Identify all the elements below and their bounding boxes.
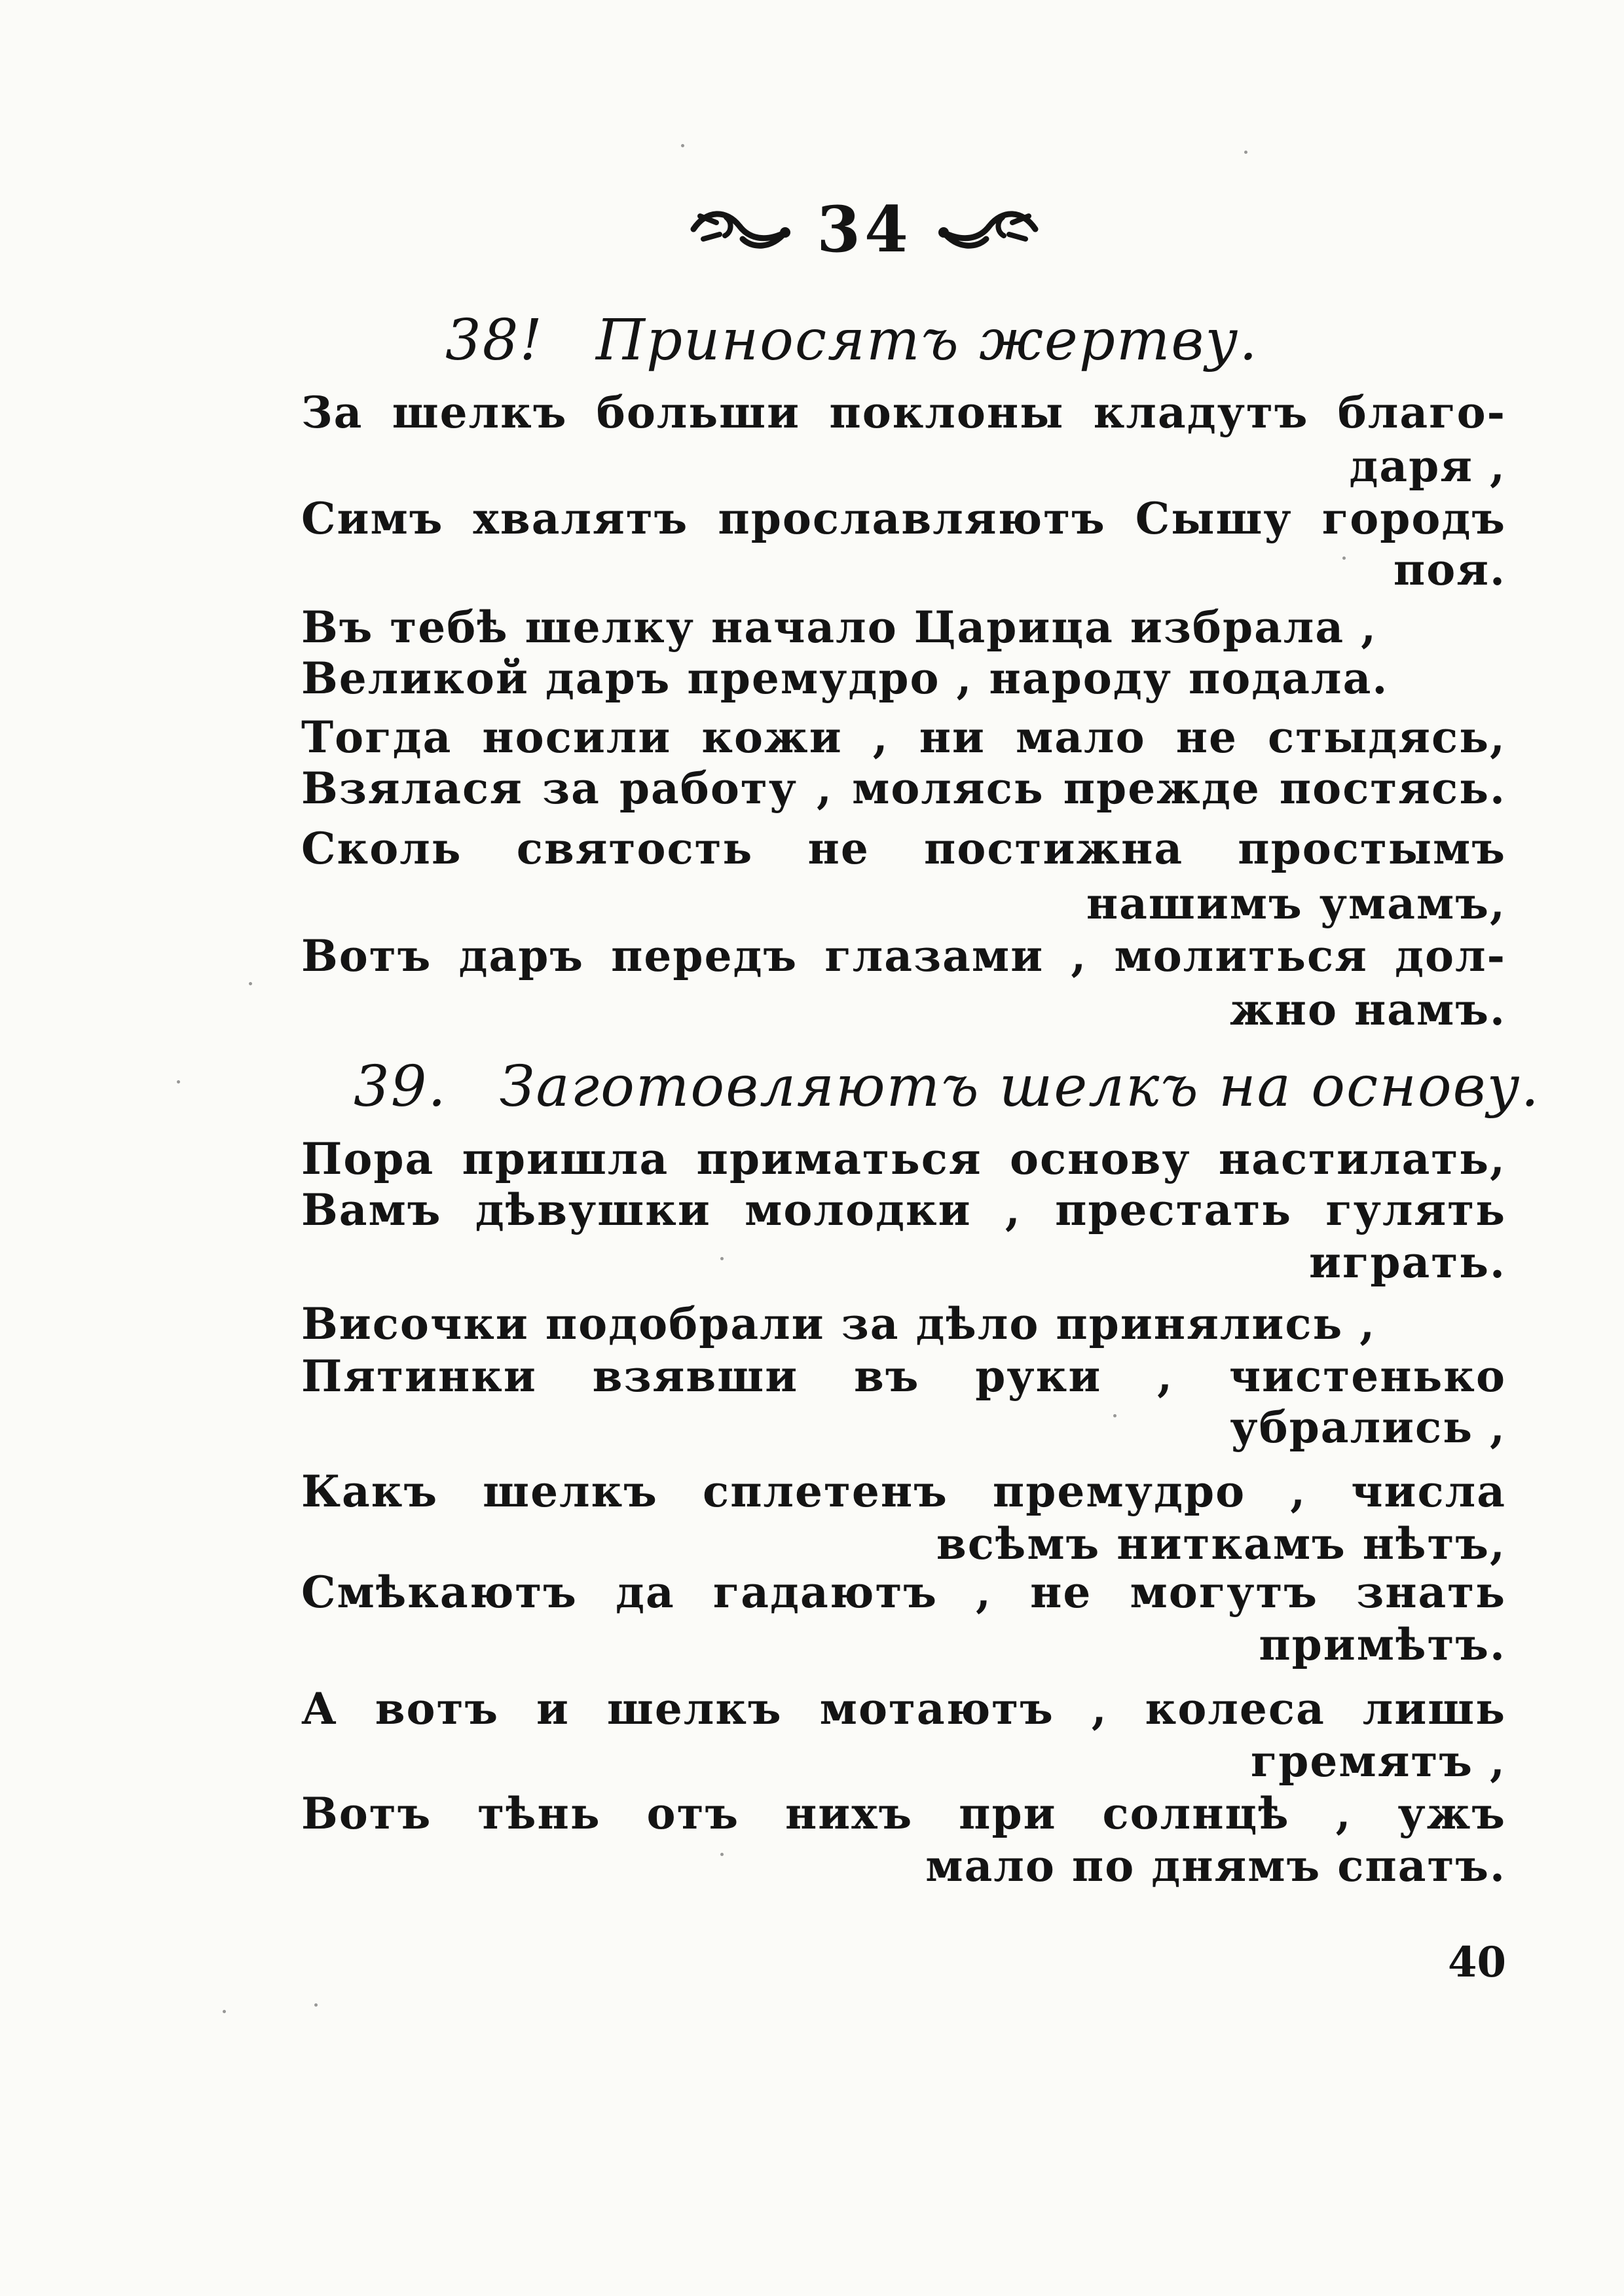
section-number: 39. <box>354 1054 447 1120</box>
paper-speck <box>223 2010 226 2013</box>
page-header <box>668 177 1061 282</box>
catchword: 40 <box>1447 1938 1506 1987</box>
verse-line: А вотъ и шелкъ мотаютъ , колеса лишь <box>301 1683 1506 1734</box>
paper-speck <box>177 1080 180 1084</box>
verse-line: Сколь святость не постижна простымъ <box>301 823 1506 874</box>
paper-speck <box>681 144 684 147</box>
verse-line: Вамъ дѣвушки молодки , престать гулять <box>301 1184 1506 1235</box>
paper-speck <box>249 982 252 985</box>
verse-line: примѣтъ. <box>1259 1619 1506 1670</box>
verse-line: гремятъ , <box>1250 1736 1506 1787</box>
verse-line: мало по днямъ спатъ. <box>925 1840 1506 1891</box>
verse-line: Тогда носили кожи , ни мало не стыдясь, <box>301 712 1506 763</box>
paper-speck <box>720 1853 724 1856</box>
verse-line: Вотъ тѣнь отъ нихъ при солнцѣ , ужъ <box>301 1788 1506 1839</box>
verse-line: жно намъ. <box>1230 984 1506 1035</box>
paper-speck <box>720 1257 724 1260</box>
right-ornament-icon <box>931 203 1042 255</box>
section-number: 38! <box>445 308 544 373</box>
verse-line: Въ тебѣ шелку начало Царица избрала , <box>301 602 1378 653</box>
paper-speck <box>1342 556 1346 560</box>
section-title <box>445 308 1506 373</box>
verse-line: Какъ шелкъ сплетенъ премудро , числа <box>301 1466 1506 1517</box>
verse-line: Пора пришла приматься основу настилать, <box>301 1133 1506 1184</box>
verse-line: поя. <box>1393 544 1506 595</box>
verse-line: даря , <box>1349 441 1506 492</box>
verse-line: За шелкъ больши поклоны кладутъ благо- <box>301 387 1506 438</box>
section-heading: Приносятъ жертву. <box>596 308 1259 373</box>
verse-line: Великой даръ премудро , народу подала. <box>301 653 1389 704</box>
page-number: 34 <box>817 192 912 266</box>
verse-line: всѣмъ ниткамъ нѣтъ, <box>936 1518 1506 1569</box>
verse-line: нашимъ умамъ, <box>1086 878 1506 929</box>
verse-line: Височки подобрали за дѣло принялись , <box>301 1298 1376 1349</box>
verse-line: играть. <box>1309 1237 1506 1288</box>
verse-line: Симъ хвалятъ прославляютъ Сышу городъ <box>301 493 1506 544</box>
verse-line: Взялася за работу , молясь прежде постясь. <box>301 763 1506 814</box>
verse-line: Смѣкаютъ да гадаютъ , не могутъ знать <box>301 1567 1506 1618</box>
left-ornament-icon <box>687 203 798 255</box>
paper-speck <box>1244 151 1247 154</box>
section-heading: Заготовляютъ шелкъ на основу. <box>499 1054 1540 1120</box>
verse-line: Пятинки взявши въ руки , чистенько <box>301 1351 1506 1402</box>
verse-line: Вотъ даръ передъ глазами , молиться дол- <box>301 930 1506 981</box>
verse-line: убрались , <box>1230 1402 1506 1453</box>
section-title <box>354 1054 1540 1120</box>
paper-speck <box>1113 1414 1116 1417</box>
paper-speck <box>314 2003 318 2007</box>
